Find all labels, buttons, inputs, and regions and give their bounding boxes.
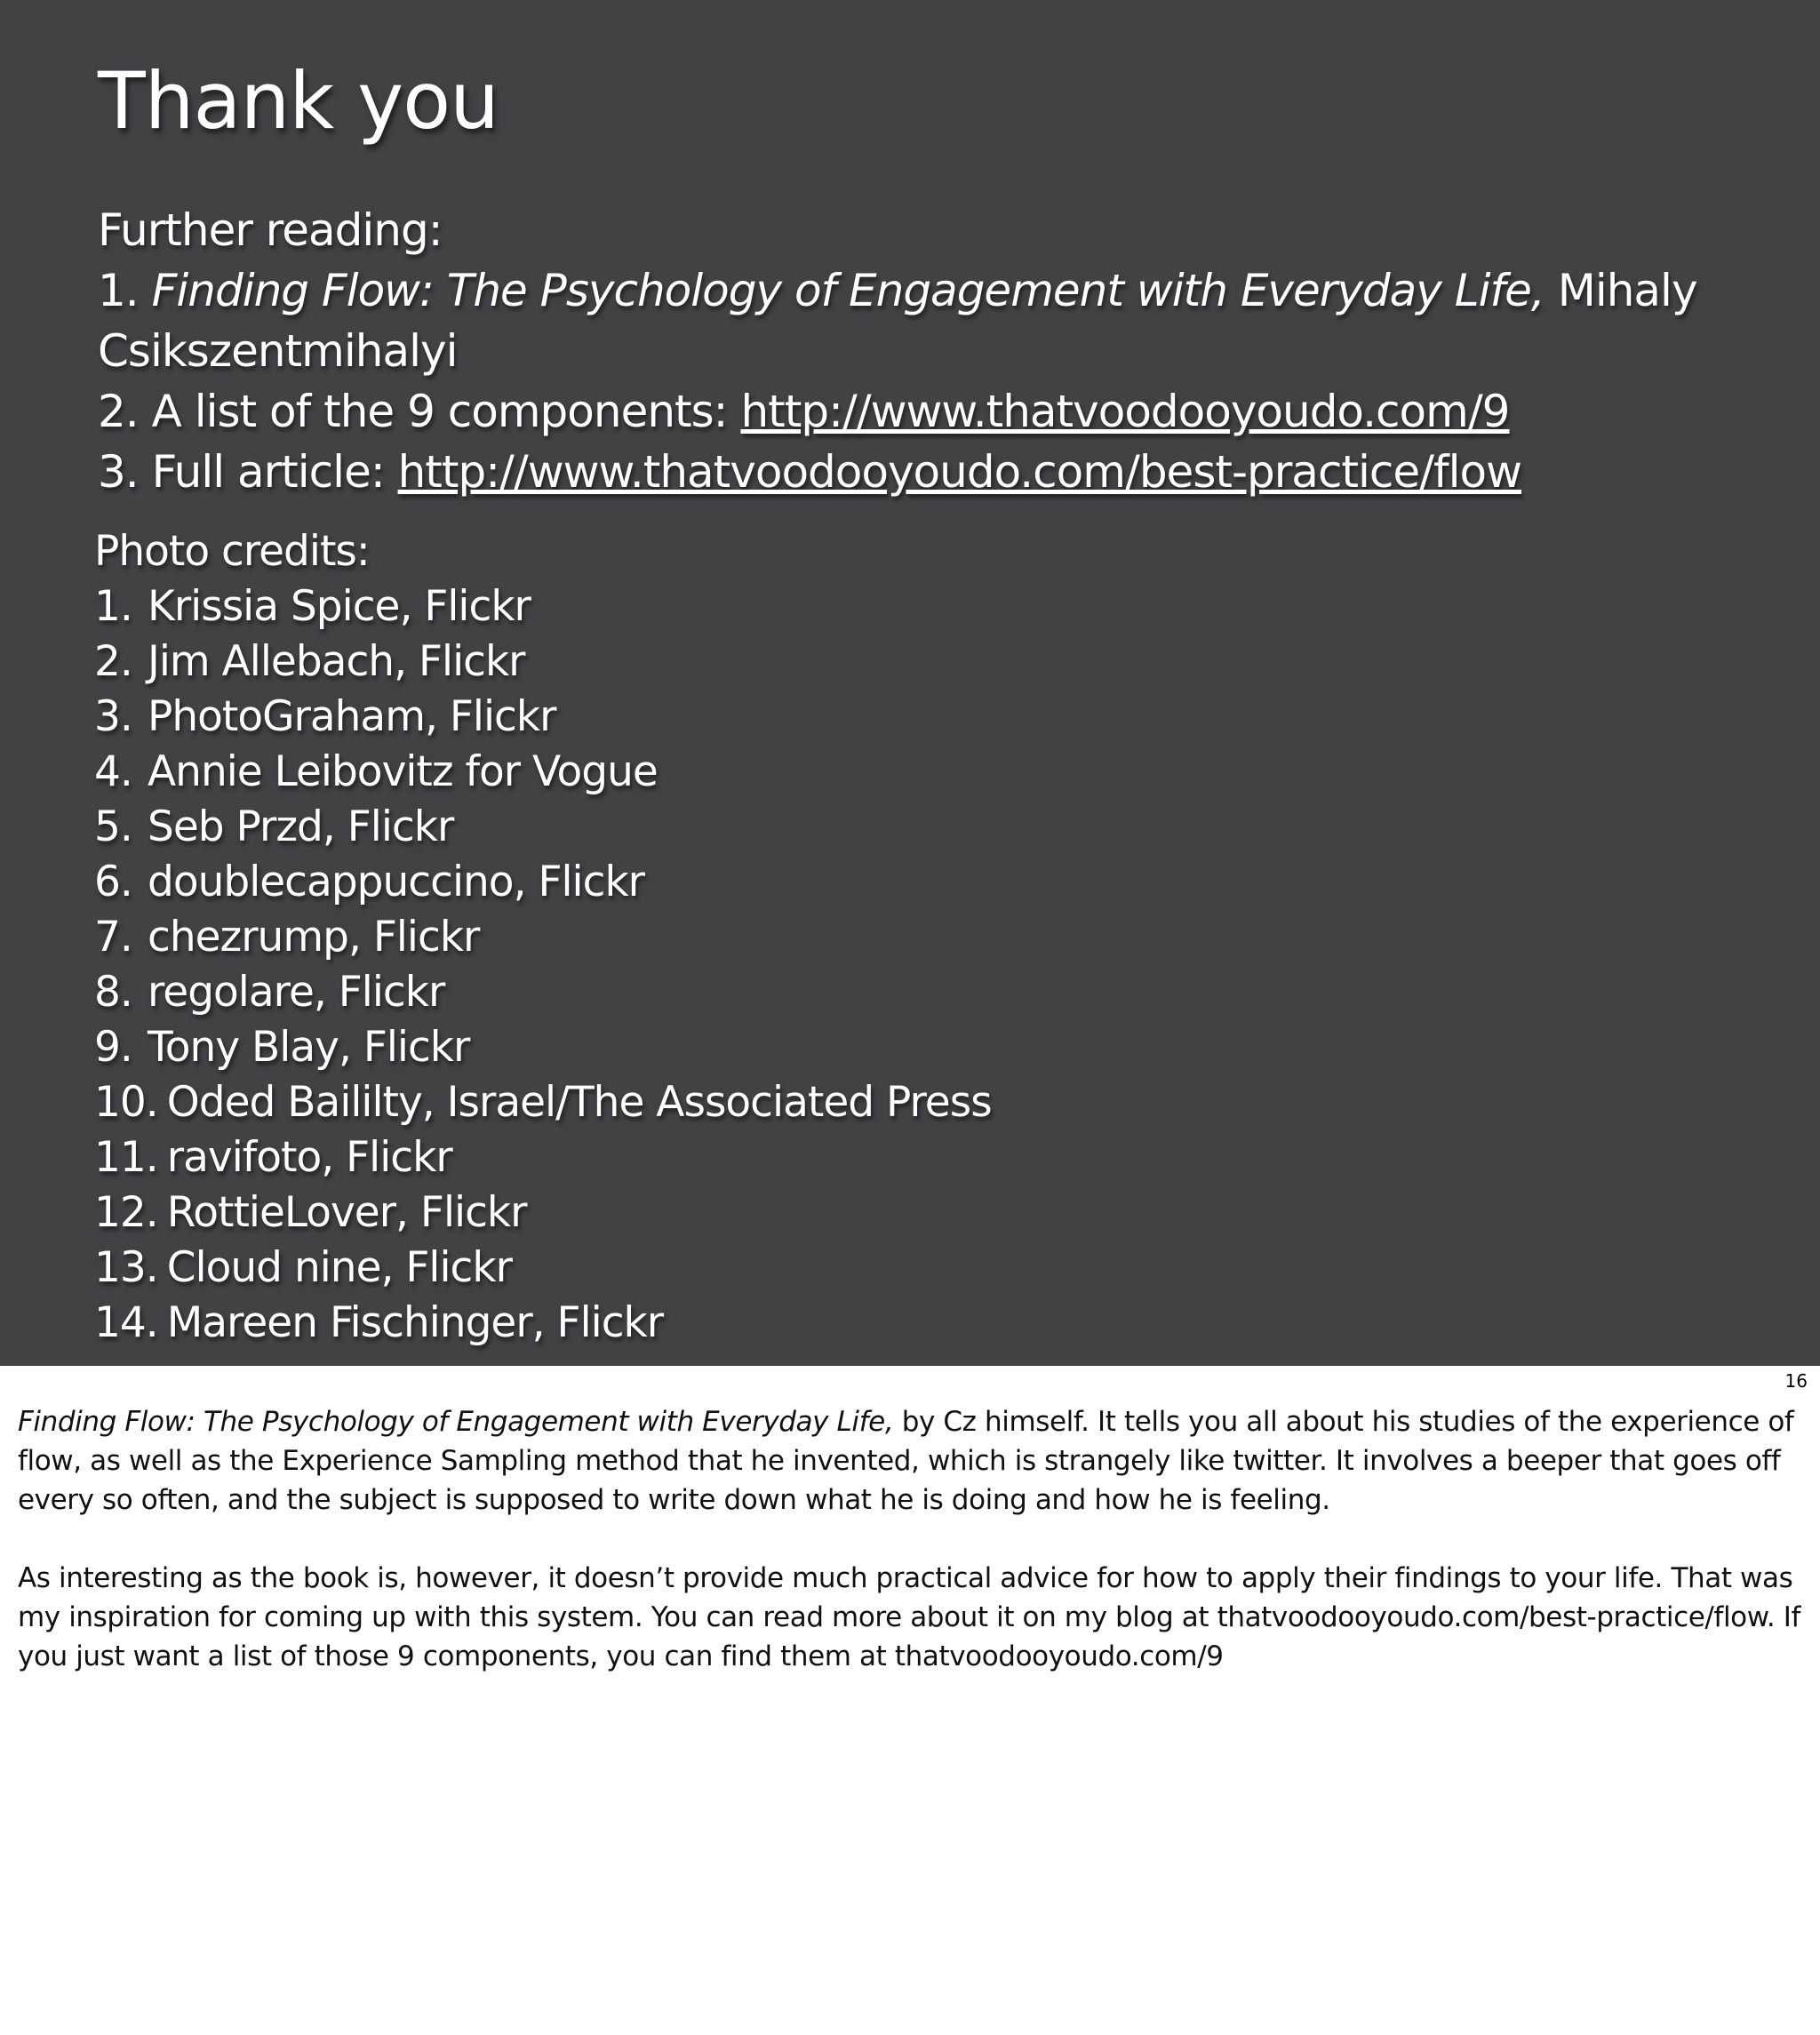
components-link[interactable]: http://www.thatvoodooyoudo.com/9 bbox=[740, 386, 1510, 437]
list-item-text: doublecappuccino, Flickr bbox=[148, 858, 644, 906]
reading-item-2-text: 2. A list of the 9 components: bbox=[98, 386, 728, 437]
list-item bbox=[94, 579, 992, 634]
list-item-text: Seb Przd, Flickr bbox=[148, 802, 454, 851]
reading-item-1-book-title: Finding Flow: The Psychology of Engagement with Everyday Life, bbox=[151, 265, 1545, 316]
list-item-number: 11. bbox=[94, 1133, 158, 1182]
reading-item-1-author-last: Csikszentmihalyi bbox=[98, 325, 458, 377]
list-item-text: Cloud nine, Flickr bbox=[166, 1243, 512, 1292]
list-item bbox=[94, 634, 992, 690]
list-item bbox=[94, 910, 992, 965]
list-item-number: 7. bbox=[94, 913, 132, 962]
list-item-number: 3. bbox=[94, 692, 132, 741]
notes-paragraph-1 bbox=[18, 1402, 1808, 1520]
list-item-text: Annie Leibovitz for Vogue bbox=[148, 747, 658, 796]
list-item bbox=[94, 1241, 992, 1296]
page-number: 16 bbox=[1784, 1370, 1808, 1392]
list-item bbox=[94, 690, 992, 745]
list-item-text: ravifoto, Flickr bbox=[166, 1133, 452, 1182]
speaker-notes bbox=[18, 1402, 1808, 1715]
photo-credits-heading: Photo credits: bbox=[94, 527, 370, 576]
list-item bbox=[94, 965, 992, 1020]
photo-credits-section bbox=[94, 524, 992, 1351]
list-item-number: 14. bbox=[94, 1298, 158, 1347]
list-item-number: 6. bbox=[94, 858, 132, 906]
notes-paragraph-1-text: by Cz himself. It tells you all about his studies of the experience of flow, as well as the Experience Sampling method that he invented, which is strangely like twitter. It involves a beeper that goes off every so often, and the subject is supposed to write down what he is doing and how he is feeling. bbox=[18, 1406, 1794, 1516]
reading-item-3 bbox=[98, 442, 1768, 502]
list-item-number: 8. bbox=[94, 968, 132, 1017]
list-item bbox=[94, 1075, 992, 1130]
full-article-link[interactable]: http://www.thatvoodooyoudo.com/best-practice/flow bbox=[397, 446, 1522, 498]
list-item-number: 5. bbox=[94, 802, 132, 851]
list-item-number: 4. bbox=[94, 747, 132, 796]
list-item-text: Krissia Spice, Flickr bbox=[148, 582, 531, 631]
list-item-number: 9. bbox=[94, 1023, 132, 1072]
further-reading-section bbox=[98, 200, 1768, 502]
reading-item-1-number: 1. bbox=[98, 265, 139, 316]
list-item-text: Oded Baililty, Israel/The Associated Press bbox=[166, 1078, 992, 1127]
list-item-number: 13. bbox=[94, 1243, 158, 1292]
list-item-text: Tony Blay, Flickr bbox=[148, 1023, 470, 1072]
list-item-number: 10. bbox=[94, 1078, 158, 1127]
list-item-text: RottieLover, Flickr bbox=[166, 1188, 527, 1237]
list-item bbox=[94, 1185, 992, 1241]
list-item-number: 1. bbox=[94, 582, 132, 631]
photo-credits-list bbox=[94, 579, 992, 1351]
list-item bbox=[94, 1020, 992, 1075]
list-item-text: regolare, Flickr bbox=[148, 968, 445, 1017]
slide-title: Thank you bbox=[98, 55, 499, 147]
notes-book-title: Finding Flow: The Psychology of Engagement with Everyday Life, bbox=[18, 1406, 894, 1438]
list-item bbox=[94, 1296, 992, 1351]
list-item bbox=[94, 800, 992, 855]
list-item-number: 2. bbox=[94, 637, 132, 686]
notes-paragraph-2: As interesting as the book is, however, it doesn’t provide much practical advice for how to apply their findings to your life. That was my inspiration for coming up with this system. You can read more about it on my blog at thatvoodooyoudo.com/best-practice/flow. If you just want a list of those 9 components, you can find them at thatvoodooyoudo.com/9 bbox=[18, 1562, 1800, 1672]
reading-item-2 bbox=[98, 381, 1768, 442]
list-item-number: 12. bbox=[94, 1188, 158, 1237]
reading-item-1 bbox=[98, 260, 1768, 321]
list-item-text: PhotoGraham, Flickr bbox=[148, 692, 556, 741]
reading-item-3-text: 3. Full article: bbox=[98, 446, 385, 498]
further-reading-heading: Further reading: bbox=[98, 204, 443, 256]
list-item bbox=[94, 1130, 992, 1185]
list-item bbox=[94, 745, 992, 800]
list-item-text: chezrump, Flickr bbox=[148, 913, 480, 962]
list-item-text: Jim Allebach, Flickr bbox=[148, 637, 525, 686]
reading-item-1-author-first: Mihaly bbox=[1557, 265, 1697, 316]
list-item-text: Mareen Fischinger, Flickr bbox=[166, 1298, 664, 1347]
list-item bbox=[94, 855, 992, 910]
